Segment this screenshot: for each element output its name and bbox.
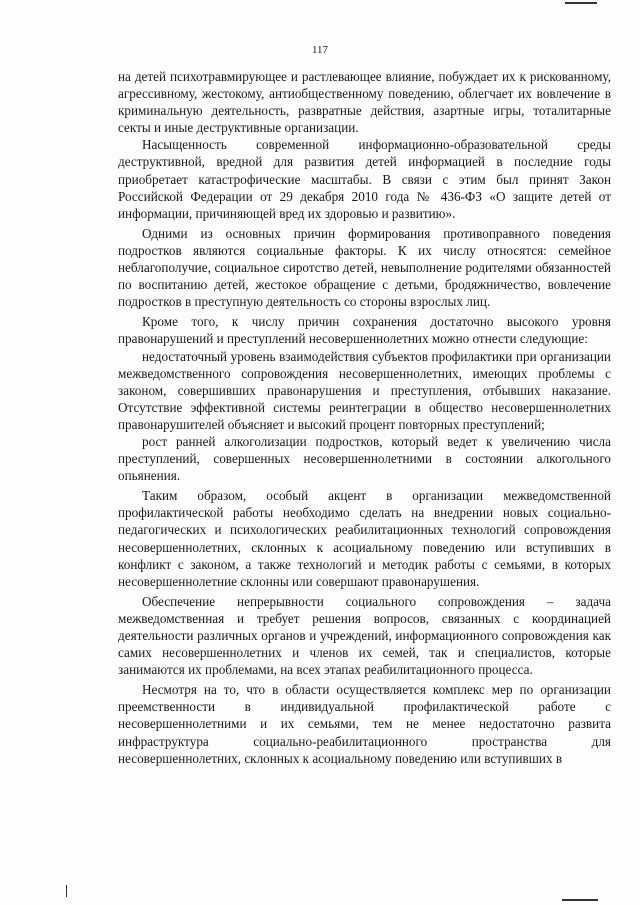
paragraph-7: Таким образом, особый акцент в организации межведомственной профилактической работы необходимо сделать на внедрении новых социально-педагогических и психологических реабилитационных технологий сопровождения несовершеннолетних, склонных к асоциальному поведению или вступивших в конфликт с законом, а также технологий и методик работы с семьями, в которых несовершеннолетние склонны или совершают правонарушения. xyxy=(118,488,611,589)
document-body xyxy=(118,68,611,767)
paragraph-6: рост ранней алкоголизации подростков, который ведет к увеличению числа преступлений, совершенных несовершеннолетними в состоянии алкогольного опьянения. xyxy=(118,433,611,484)
paragraph-3: Одними из основных причин формирования противоправного поведения подростков являются социальные факторы. К их числу относятся: семейное неблагополучие, социальное сиротство детей, невыполнение родителями обязанностей по воспитанию детей, жестокое обращение с детьми, бродяжничество, вовлечение подростков в преступную деятельность со стороны взрослых лиц. xyxy=(118,225,611,310)
scan-artifact-bottom-right xyxy=(562,899,598,901)
scan-artifact-bottom-left xyxy=(66,885,67,897)
page-number: 117 xyxy=(311,44,329,56)
paragraph-8: Обеспечение непрерывности социального сопровождения – задача межведомственная и требует решения вопросов, связанных с координацией деятельности различных органов и учреждений, информационного сопровождения как самих несовершеннолетних и членов их семей, так и специалистов, которые занимаются их проблемами, на всех этапах реабилитационного процесса. xyxy=(118,593,611,678)
paragraph-2: Насыщенность современной информационно-образовательной среды деструктивной, вредной для развития детей информацией в последние годы приобретает катастрофические масштабы. В связи с этим был принят Закон Российской Федерации от 29 декабря 2010 года № 436-ФЗ «О защите детей от информации, причиняющей вред их здоровью и развитию». xyxy=(118,137,611,221)
paragraph-1: на детей психотравмирующее и растлевающее влияние, побуждает их к рискованному, агрессивному, жестокому, антиобщественному поведению, облегчает их вовлечение в криминальную деятельность, развратные действия, азартные игры, тоталитарные секты и иные деструктивные организации. xyxy=(118,69,611,136)
paragraph-4: Кроме того, к числу причин сохранения достаточно высокого уровня правонарушений и преступлений несовершеннолетних можно отнести следующие: xyxy=(118,314,611,347)
paragraph-5: недостаточный уровень взаимодействия субъектов профилактики при организации межведомственного сопровождения несовершеннолетних, имеющих проблемы с законом, совершивших правонарушения и преступления, отбывших наказание. Отсутствие эффективной системы реинтеграции в общество несовершеннолетних правонарушителей объясняет и высокий процент повторных преступлений; xyxy=(118,348,611,432)
scan-artifact-top xyxy=(565,2,597,4)
paragraph-9: Несмотря на то, что в области осуществляется комплекс мер по организации преемственности в индивидуальной профилактической работе с несовершеннолетними и их семьями, тем не менее недостаточно развита инфраструктура социально-реабилитационного пространства для несовершеннолетних, склонных к асоциальному поведению или вступивших в xyxy=(118,682,611,766)
